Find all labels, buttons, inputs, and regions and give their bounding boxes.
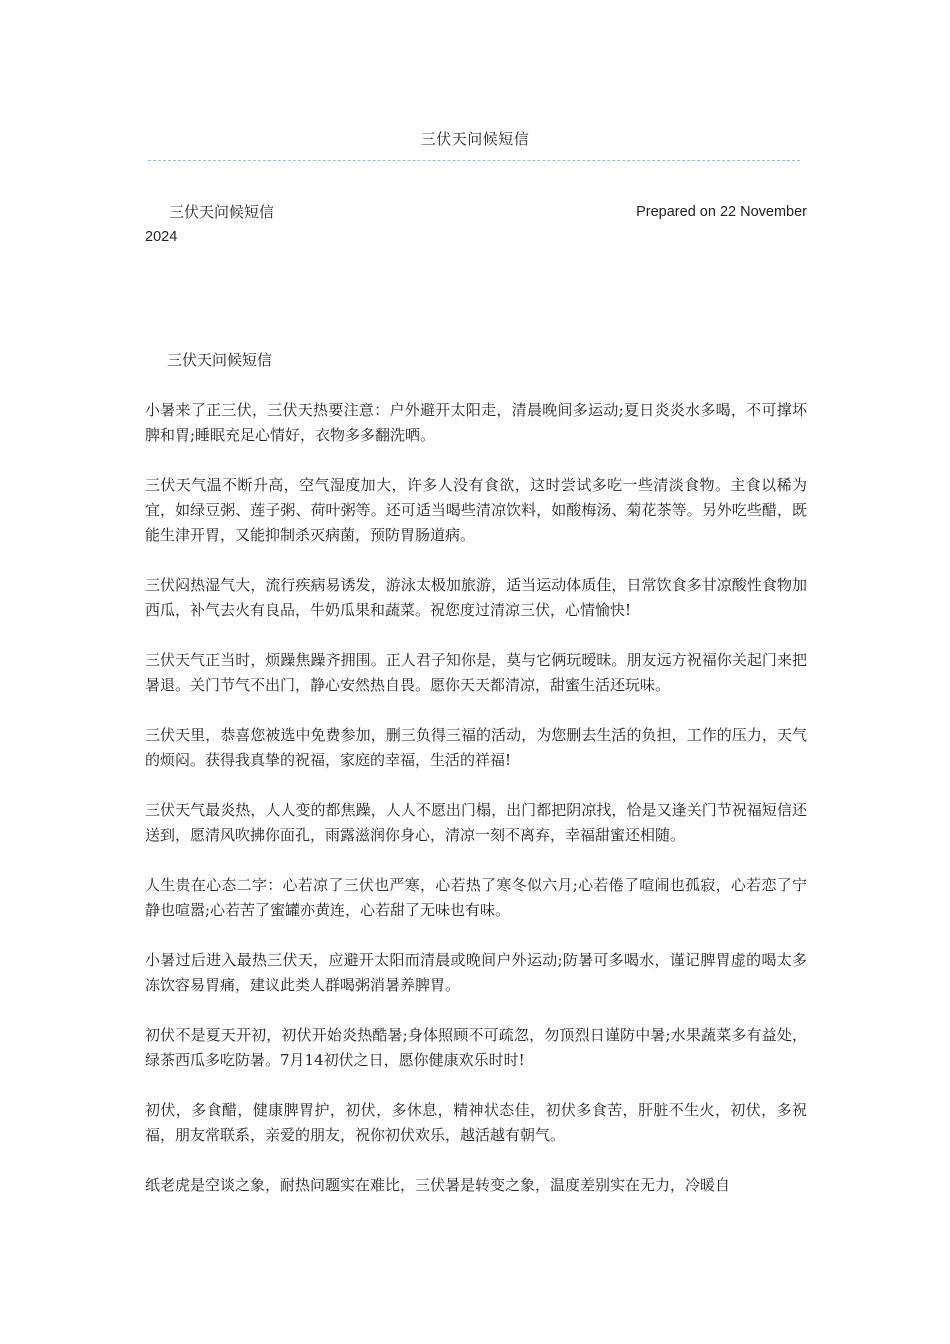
paragraph: 三伏天里，恭喜您被选中免费参加，删三负得三福的活动，为您删去生活的负担，工作的压力，天气的烦闷。获得我真挚的祝福，家庭的幸福，生活的祥福! [145,726,807,769]
header-divider [148,160,800,161]
prepared-year: 2024 [145,229,178,245]
meta-title: 三伏天问候短信 [169,203,275,221]
document-body [145,348,807,1223]
header-title: 三伏天问候短信 [420,130,530,148]
paragraph: 小暑过后进入最热三伏天，应避开太阳而清晨或晚间户外运动;防暑可多喝水，谨记脾胃虚的喝太多冻饮容易胃痛，建议此类人群喝粥消暑养脾胃。 [145,951,807,994]
meta-block [145,200,807,250]
paragraph: 初伏不是夏天开初，初伏开始炎热酷暑;身体照顾不可疏忽，勿顶烈日谨防中暑;水果蔬菜多有益处，绿茶西瓜多吃防暑。7月14初伏之日，愿你健康欢乐时时! [145,1026,807,1069]
section-heading: 三伏天问候短信 [167,351,273,369]
paragraph: 三伏天气正当时，烦躁焦躁齐拥围。正人君子知你是，莫与它俩玩暧昧。朋友远方祝福你关起门来把暑退。关门节气不出门，静心安然热自畏。愿你天天都清凉，甜蜜生活还玩味。 [145,651,807,694]
paragraph: 三伏闷热湿气大，流行疾病易诱发，游泳太极加旅游，适当运动体质佳，日常饮食多甘凉酸性食物加西瓜，补气去火有良品，牛奶瓜果和蔬菜。祝您度过清凉三伏，心情愉快! [145,576,807,619]
paragraph: 三伏天气温不断升高，空气湿度加大，许多人没有食欲，这时尝试多吃一些清淡食物。主食以稀为宜，如绿豆粥、莲子粥、荷叶粥等。还可适当喝些清凉饮料，如酸梅汤、菊花茶等。另外吃些醋，既能生津开胃，又能抑制杀灭病菌，预防胃肠道病。 [145,476,807,544]
paragraph: 纸老虎是空谈之象，耐热问题实在难比，三伏暑是转变之象，温度差别实在无力，冷暖自 [145,1176,731,1194]
meta-row [145,200,807,225]
paragraph: 小暑来了正三伏，三伏天热要注意：户外避开太阳走，清晨晚间多运动;夏日炎炎水多喝，不可撑坏脾和胃;睡眠充足心情好，衣物多多翻洗晒。 [145,401,807,444]
prepared-date: Prepared on 22 November [636,204,807,220]
paragraph: 人生贵在心态二字：心若凉了三伏也严寒，心若热了寒冬似六月;心若倦了喧闹也孤寂，心若恋了宁静也喧嚣;心若苦了蜜罐亦黄连，心若甜了无味也有味。 [145,876,807,919]
paragraph: 三伏天气最炎热，人人变的都焦躁，人人不愿出门榻，出门都把阴凉找，恰是又逢关门节祝福短信还送到，愿清风吹拂你面孔，雨露滋润你身心，清凉一刻不离弃，幸福甜蜜还相随。 [145,801,807,844]
paragraph: 初伏，多食醋，健康脾胃护，初伏，多休息，精神状态佳，初伏多食苦，肝脏不生火，初伏，多祝福，朋友常联系，亲爱的朋友，祝你初伏欢乐，越活越有朝气。 [145,1101,807,1144]
